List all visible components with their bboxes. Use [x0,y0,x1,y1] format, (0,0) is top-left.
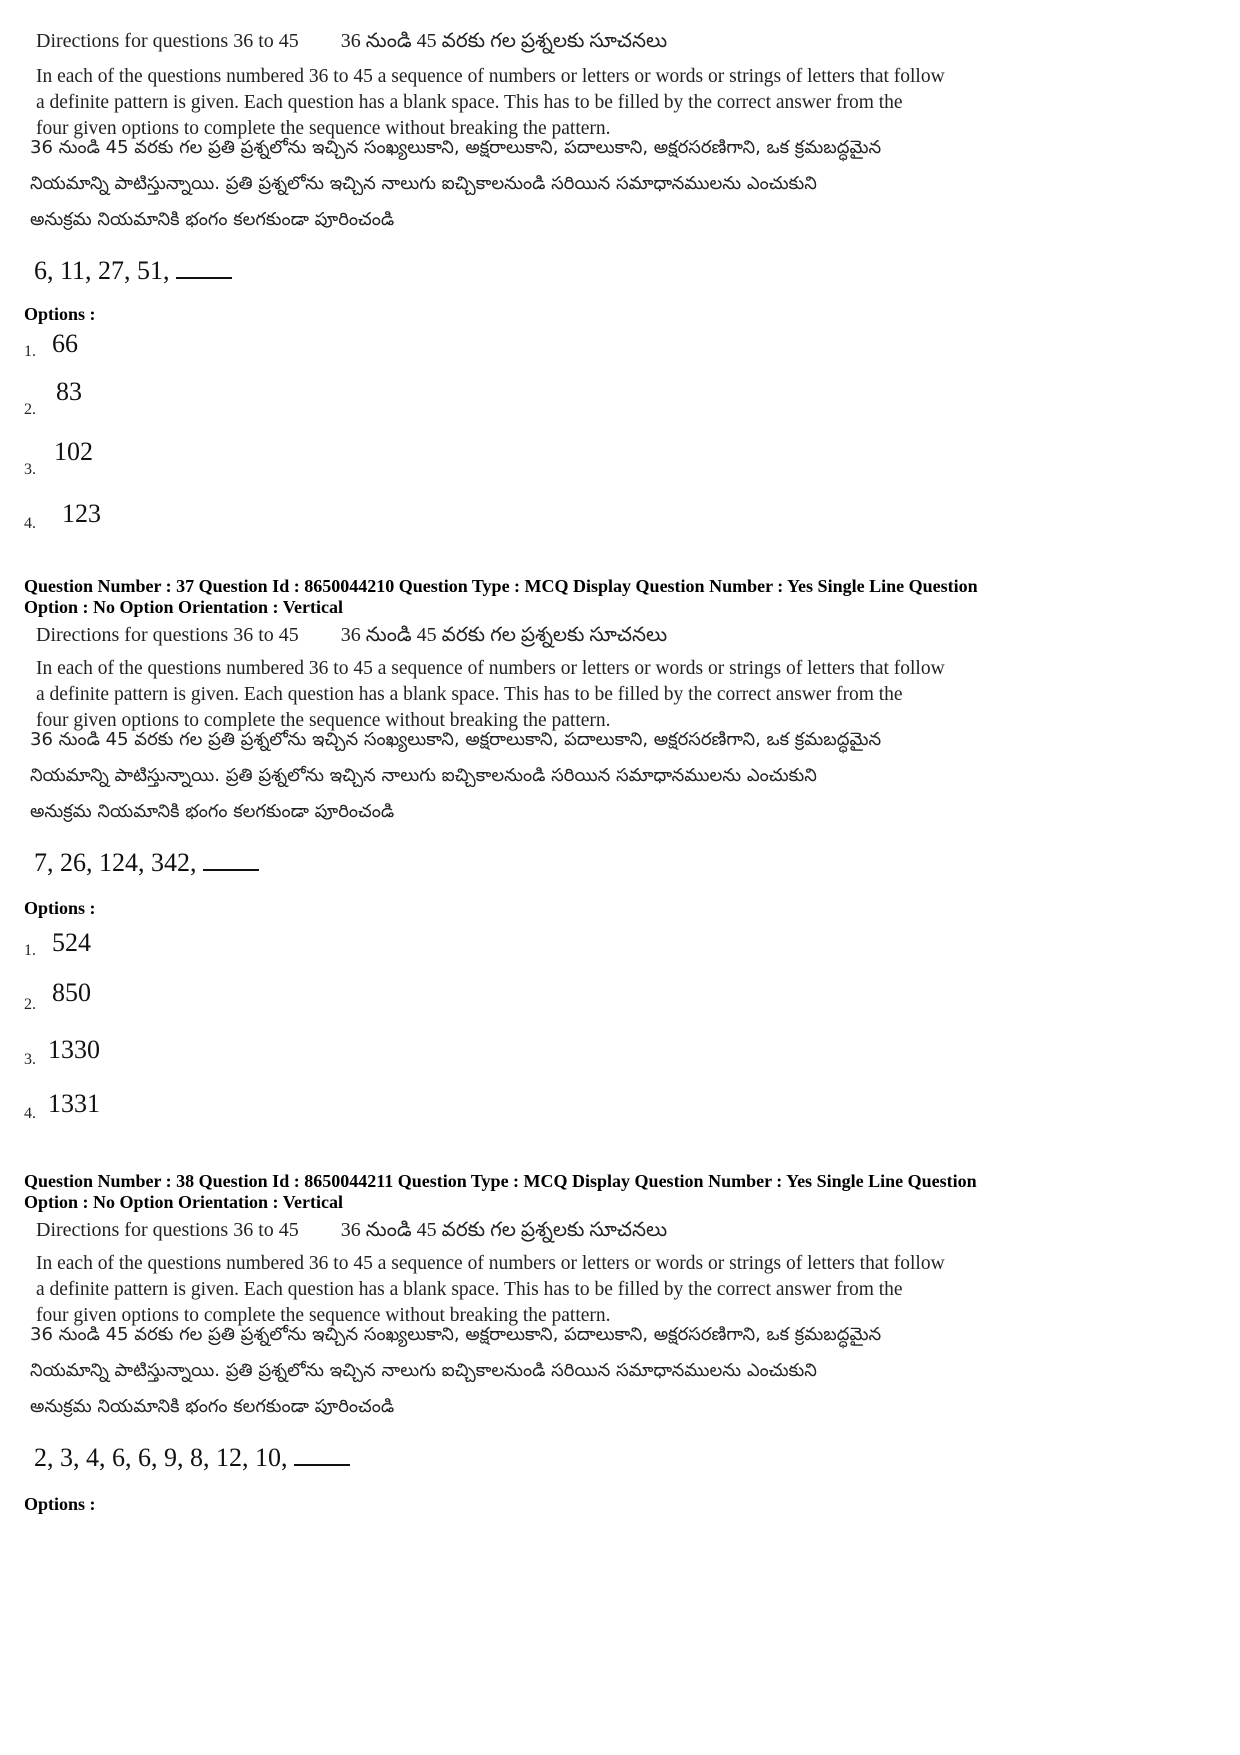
directions-english-line: a definite pattern is given. Each question has a blank space. This has to be filled by the correct answer from the [36,684,903,705]
option-value: 123 [62,499,101,528]
sequence [34,255,232,286]
option-number: 4. [24,1105,36,1122]
option-number: 4. [24,515,36,532]
directions-telugu-line: నియమాన్ని పాటిస్తున్నాయి. ప్రతి ప్రశ్నలోను ఇచ్చిన నాలుగు ఐచ్చికాలనుండి సరియిన సమాధానములను ఎంచుకుని [30,765,817,786]
option-item[interactable] [0,325,400,375]
sequence [34,847,259,878]
options-label: Options : [24,304,96,324]
option-number: 2. [24,996,36,1013]
option-item[interactable] [0,437,400,487]
option-value: 1331 [48,1089,100,1118]
option-item[interactable] [0,924,400,974]
question-meta-line: Question Number : 37 Question Id : 8650044210 Question Type : MCQ Display Question Number : Yes Single Line Question [24,576,978,596]
option-number: 1. [24,343,36,360]
directions-title-row [36,1219,667,1246]
option-number: 1. [24,942,36,959]
directions-english-line: a definite pattern is given. Each question has a blank space. This has to be filled by the correct answer from the [36,92,903,113]
option-item[interactable] [0,1089,400,1139]
question-meta-line: Option : No Option Orientation : Vertical [24,1192,343,1212]
directions-english-line: four given options to complete the sequence without breaking the pattern. [36,1305,611,1326]
answer-blank [176,255,232,279]
answer-blank [203,847,259,871]
sequence-text: 2, 3, 4, 6, 6, 9, 8, 12, 10, [34,1443,288,1472]
question-meta-line: Question Number : 38 Question Id : 8650044211 Question Type : MCQ Display Question Number : Yes Single Line Question [24,1171,977,1191]
directions-telugu-line: నియమాన్ని పాటిస్తున్నాయి. ప్రతి ప్రశ్నలోను ఇచ్చిన నాలుగు ఐచ్చికాలనుండి సరియిన సమాధానములను ఎంచుకుని [30,173,817,194]
question-meta-line: Option : No Option Orientation : Vertical [24,597,343,617]
question-meta [24,1171,1214,1213]
option-value: 850 [52,978,91,1007]
directions-title-row [36,30,667,57]
directions-telugu [30,722,1220,830]
option-number: 3. [24,461,36,478]
directions-telugu [30,1317,1220,1425]
option-number: 3. [24,1051,36,1068]
directions-telugu-line: 36 నుండి 45 వరకు గల ప్రతి ప్రశ్నలోను ఇచ్చిన సంఖ్యలుకాని, అక్షరాలుకాని, పదాలుకాని, అక్షరసరణిగాని, ఒక క్రమబద్ధమైన [30,1324,882,1345]
options-label: Options : [24,1494,96,1514]
option-number: 2. [24,401,36,418]
directions-telugu-line: అనుక్రమ నియమానికి భంగం కలగకుండా పూరించండి [30,801,395,822]
directions-title: Directions for questions 36 to 45 [36,624,299,646]
directions-telugu-line: నియమాన్ని పాటిస్తున్నాయి. ప్రతి ప్రశ్నలోను ఇచ్చిన నాలుగు ఐచ్చికాలనుండి సరియిన సమాధానములను ఎంచుకుని [30,1360,817,1381]
directions-telugu-line: అనుక్రమ నియమానికి భంగం కలగకుండా పూరించండి [30,1396,395,1417]
directions-english-line: In each of the questions numbered 36 to 45 a sequence of numbers or letters or words or strings of letters that follow [36,658,945,679]
option-value: 66 [52,329,78,358]
directions-title-telugu: 36 నుండి 45 వరకు గల ప్రశ్నలకు సూచనలు [340,624,668,646]
directions-telugu [30,130,1220,238]
option-item[interactable] [0,1035,400,1085]
options-label: Options : [24,898,96,918]
directions-title-telugu: 36 నుండి 45 వరకు గల ప్రశ్నలకు సూచనలు [340,30,668,52]
option-value: 102 [54,437,93,466]
option-value: 1330 [48,1035,100,1064]
option-value: 83 [56,377,82,406]
question-meta [24,576,1214,618]
sequence [34,1442,350,1473]
sequence-text: 7, 26, 124, 342, [34,848,197,877]
directions-telugu-line: 36 నుండి 45 వరకు గల ప్రతి ప్రశ్నలోను ఇచ్చిన సంఖ్యలుకాని, అక్షరాలుకాని, పదాలుకాని, అక్షరసరణిగాని, ఒక క్రమబద్ధమైన [30,137,882,158]
option-item[interactable] [0,377,400,427]
directions-english-line: a definite pattern is given. Each question has a blank space. This has to be filled by the correct answer from the [36,1279,903,1300]
directions-telugu-line: 36 నుండి 45 వరకు గల ప్రతి ప్రశ్నలోను ఇచ్చిన సంఖ్యలుకాని, అక్షరాలుకాని, పదాలుకాని, అక్షరసరణిగాని, ఒక క్రమబద్ధమైన [30,729,882,750]
directions-title-row [36,624,667,651]
option-value: 524 [52,928,91,957]
directions-title: Directions for questions 36 to 45 [36,30,299,52]
option-item[interactable] [0,497,400,547]
answer-blank [294,1442,350,1466]
option-item[interactable] [0,978,400,1028]
directions-title: Directions for questions 36 to 45 [36,1219,299,1241]
directions-english-line: four given options to complete the sequence without breaking the pattern. [36,118,611,139]
directions-english-line: In each of the questions numbered 36 to 45 a sequence of numbers or letters or words or strings of letters that follow [36,1253,945,1274]
directions-english-line: four given options to complete the sequence without breaking the pattern. [36,710,611,731]
directions-telugu-line: అనుక్రమ నియమానికి భంగం కలగకుండా పూరించండి [30,209,395,230]
directions-english-line: In each of the questions numbered 36 to 45 a sequence of numbers or letters or words or strings of letters that follow [36,66,945,87]
sequence-text: 6, 11, 27, 51, [34,256,170,285]
directions-title-telugu: 36 నుండి 45 వరకు గల ప్రశ్నలకు సూచనలు [340,1219,668,1241]
